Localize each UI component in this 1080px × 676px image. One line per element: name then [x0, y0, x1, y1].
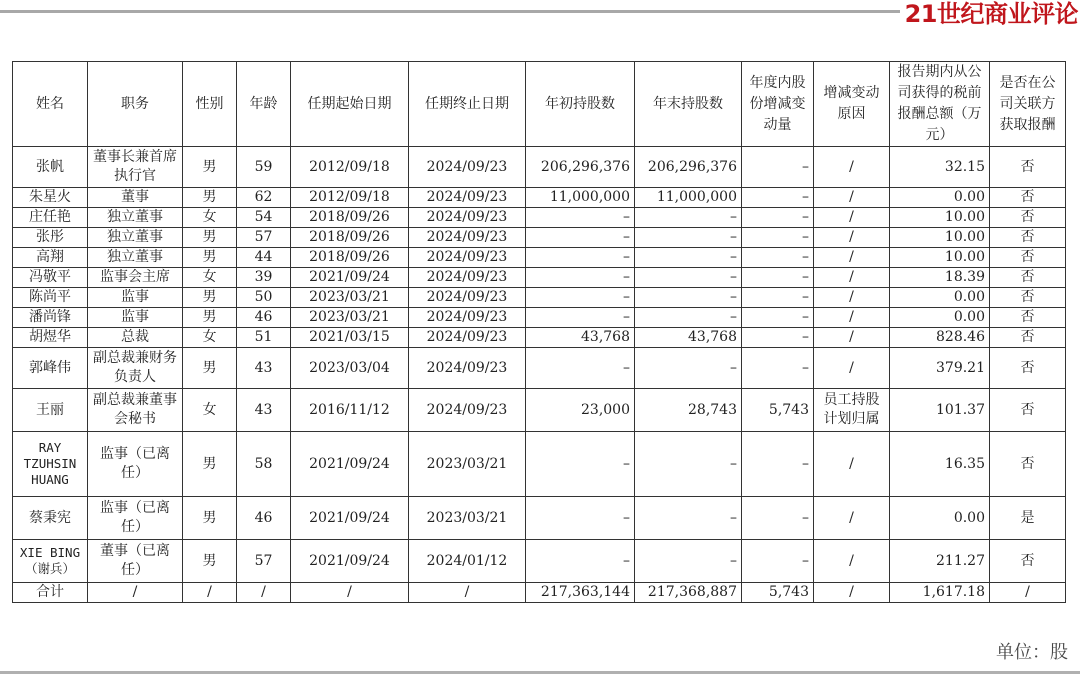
table-row: [13, 147, 1066, 188]
cell-begin-shares: –: [526, 497, 635, 540]
cell-change: –: [742, 432, 814, 497]
cell-title: 董事（已离任）: [88, 540, 183, 583]
header-cell: 年末持股数: [635, 62, 742, 147]
cell-related: 否: [990, 540, 1066, 583]
cell-title: 监事（已离任）: [88, 497, 183, 540]
cell-begin-shares: –: [526, 540, 635, 583]
cell-start: 2023/03/21: [291, 308, 409, 328]
cell-title: 监事会主席: [88, 268, 183, 288]
cell-begin-shares: –: [526, 248, 635, 268]
cell-name: 陈尚平: [13, 288, 88, 308]
cell-start: 2018/09/26: [291, 248, 409, 268]
cell-pay: 101.37: [890, 389, 990, 432]
cell-age: 43: [237, 389, 291, 432]
cell-name: 张彤: [13, 228, 88, 248]
cell-end-shares: –: [635, 208, 742, 228]
cell-end: 2024/01/12: [409, 540, 526, 583]
cell-related: 否: [990, 248, 1066, 268]
header-cell: 任期起始日期: [291, 62, 409, 147]
header-cell: 年度内股份增减变动量: [742, 62, 814, 147]
cell-reason: /: [814, 540, 890, 583]
cell-start: 2021/03/15: [291, 328, 409, 348]
cell-start: 2021/09/24: [291, 540, 409, 583]
cell-end-shares: 28,743: [635, 389, 742, 432]
cell-name: 冯敬平: [13, 268, 88, 288]
cell-gender: 男: [183, 540, 237, 583]
cell-change: 5,743: [742, 389, 814, 432]
cell-change: 5,743: [742, 583, 814, 603]
cell-gender: 男: [183, 348, 237, 389]
cell-name: 高翔: [13, 248, 88, 268]
cell-change: –: [742, 497, 814, 540]
cell-name: 庄任艳: [13, 208, 88, 228]
cell-begin-shares: 11,000,000: [526, 188, 635, 208]
cell-pay: 0.00: [890, 288, 990, 308]
cell-end-shares: 206,296,376: [635, 147, 742, 188]
cell-change: –: [742, 540, 814, 583]
cell-title: 副总裁兼董事会秘书: [88, 389, 183, 432]
cell-end: 2024/09/23: [409, 268, 526, 288]
cell-end-shares: –: [635, 268, 742, 288]
cell-age: 62: [237, 188, 291, 208]
cell-gender: 男: [183, 288, 237, 308]
header-cell: 性别: [183, 62, 237, 147]
brand-logo: 21世纪商业评论: [904, 0, 1078, 28]
header-cell: 任期终止日期: [409, 62, 526, 147]
table-row: [13, 497, 1066, 540]
cell-age: 46: [237, 497, 291, 540]
cell-change: –: [742, 328, 814, 348]
cell-begin-shares: –: [526, 228, 635, 248]
cell-reason: /: [814, 308, 890, 328]
table-row: [13, 328, 1066, 348]
cell-pay: 0.00: [890, 188, 990, 208]
cell-change: –: [742, 288, 814, 308]
cell-title: 监事（已离任）: [88, 432, 183, 497]
cell-related: 否: [990, 188, 1066, 208]
cell-end: 2024/09/23: [409, 248, 526, 268]
cell-pay: 18.39: [890, 268, 990, 288]
table-header-row: [13, 62, 1066, 147]
cell-start: 2018/09/26: [291, 208, 409, 228]
bottom-rule: [0, 671, 1080, 674]
cell-age: 57: [237, 540, 291, 583]
cell-name: 潘尚锋: [13, 308, 88, 328]
table-row: [13, 432, 1066, 497]
cell-related: 否: [990, 228, 1066, 248]
table-row: [13, 348, 1066, 389]
cell-gender: 男: [183, 228, 237, 248]
cell-pay: 828.46: [890, 328, 990, 348]
cell-related: 否: [990, 147, 1066, 188]
cell-begin-shares: 23,000: [526, 389, 635, 432]
cell-pay: 32.15: [890, 147, 990, 188]
cell-end-shares: –: [635, 288, 742, 308]
cell-start: 2016/11/12: [291, 389, 409, 432]
cell-reason: 员工持股计划归属: [814, 389, 890, 432]
cell-pay: 0.00: [890, 308, 990, 328]
cell-name: 王丽: [13, 389, 88, 432]
cell-end-shares: –: [635, 540, 742, 583]
cell-end-shares: 43,768: [635, 328, 742, 348]
cell-end-shares: 11,000,000: [635, 188, 742, 208]
cell-start: 2023/03/21: [291, 288, 409, 308]
cell-pay: 379.21: [890, 348, 990, 389]
table-row: [13, 208, 1066, 228]
cell-end-shares: –: [635, 432, 742, 497]
cell-pay: 0.00: [890, 497, 990, 540]
table-row: [13, 248, 1066, 268]
table-row: [13, 228, 1066, 248]
cell-change: –: [742, 228, 814, 248]
cell-age: 44: [237, 248, 291, 268]
cell-age: 46: [237, 308, 291, 328]
cell-start: 2018/09/26: [291, 228, 409, 248]
cell-reason: /: [814, 288, 890, 308]
cell-end: 2024/09/23: [409, 188, 526, 208]
cell-begin-shares: –: [526, 432, 635, 497]
cell-reason: /: [814, 147, 890, 188]
cell-name: XIE BING（谢兵）: [13, 540, 88, 583]
cell-change: –: [742, 208, 814, 228]
cell-start: 2023/03/04: [291, 348, 409, 389]
table-row: [13, 308, 1066, 328]
cell-age: 50: [237, 288, 291, 308]
cell-name: RAY TZUHSIN HUANG: [13, 432, 88, 497]
cell-begin-shares: 43,768: [526, 328, 635, 348]
cell-reason: /: [814, 188, 890, 208]
header-cell: 职务: [88, 62, 183, 147]
cell-title: /: [88, 583, 183, 603]
cell-name: 蔡秉宪: [13, 497, 88, 540]
header-cell: 是否在公司关联方获取报酬: [990, 62, 1066, 147]
cell-age: 39: [237, 268, 291, 288]
unit-note: 单位：股: [996, 642, 1068, 663]
table-row: [13, 268, 1066, 288]
cell-end-shares: –: [635, 348, 742, 389]
header-cell: 年龄: [237, 62, 291, 147]
cell-related: 是: [990, 497, 1066, 540]
cell-related: 否: [990, 432, 1066, 497]
cell-end: /: [409, 583, 526, 603]
cell-end: 2023/03/21: [409, 432, 526, 497]
cell-gender: 女: [183, 328, 237, 348]
cell-reason: /: [814, 268, 890, 288]
cell-end-shares: –: [635, 308, 742, 328]
cell-start: 2021/09/24: [291, 268, 409, 288]
cell-change: –: [742, 308, 814, 328]
cell-name: 胡煜华: [13, 328, 88, 348]
cell-gender: 男: [183, 497, 237, 540]
cell-reason: /: [814, 348, 890, 389]
cell-related: 否: [990, 389, 1066, 432]
cell-start: 2021/09/24: [291, 497, 409, 540]
cell-change: –: [742, 147, 814, 188]
cell-related: 否: [990, 208, 1066, 228]
cell-reason: /: [814, 432, 890, 497]
cell-title: 独立董事: [88, 248, 183, 268]
header-cell: 姓名: [13, 62, 88, 147]
cell-change: –: [742, 248, 814, 268]
cell-gender: 男: [183, 188, 237, 208]
table-total-row: [13, 583, 1066, 603]
cell-begin-shares: 217,363,144: [526, 583, 635, 603]
cell-gender: /: [183, 583, 237, 603]
cell-title: 监事: [88, 288, 183, 308]
cell-related: 否: [990, 348, 1066, 389]
cell-pay: 10.00: [890, 228, 990, 248]
cell-end-shares: –: [635, 228, 742, 248]
cell-end-shares: –: [635, 248, 742, 268]
cell-reason: /: [814, 497, 890, 540]
cell-change: –: [742, 348, 814, 389]
cell-begin-shares: –: [526, 288, 635, 308]
cell-end: 2024/09/23: [409, 228, 526, 248]
header-cell: 报告期内从公司获得的税前报酬总额（万元）: [890, 62, 990, 147]
cell-age: 59: [237, 147, 291, 188]
cell-begin-shares: –: [526, 308, 635, 328]
cell-name: 合计: [13, 583, 88, 603]
cell-name: 郭峰伟: [13, 348, 88, 389]
cell-title: 董事长兼首席执行官: [88, 147, 183, 188]
cell-age: 58: [237, 432, 291, 497]
cell-gender: 女: [183, 268, 237, 288]
cell-age: 54: [237, 208, 291, 228]
cell-age: 51: [237, 328, 291, 348]
table-row: [13, 389, 1066, 432]
cell-change: –: [742, 268, 814, 288]
cell-end: 2024/09/23: [409, 208, 526, 228]
cell-related: 否: [990, 268, 1066, 288]
cell-gender: 女: [183, 208, 237, 228]
cell-related: 否: [990, 308, 1066, 328]
cell-related: 否: [990, 328, 1066, 348]
cell-reason: /: [814, 228, 890, 248]
cell-start: /: [291, 583, 409, 603]
cell-start: 2012/09/18: [291, 147, 409, 188]
cell-begin-shares: 206,296,376: [526, 147, 635, 188]
cell-reason: /: [814, 328, 890, 348]
cell-end-shares: –: [635, 497, 742, 540]
cell-end: 2024/09/23: [409, 288, 526, 308]
cell-reason: /: [814, 208, 890, 228]
cell-title: 监事: [88, 308, 183, 328]
cell-title: 董事: [88, 188, 183, 208]
cell-name: 张帆: [13, 147, 88, 188]
cell-begin-shares: –: [526, 208, 635, 228]
shareholding-table: [12, 61, 1066, 603]
cell-related: /: [990, 583, 1066, 603]
cell-begin-shares: –: [526, 348, 635, 389]
cell-pay: 1,617.18: [890, 583, 990, 603]
cell-reason: /: [814, 583, 890, 603]
cell-start: 2012/09/18: [291, 188, 409, 208]
cell-pay: 16.35: [890, 432, 990, 497]
cell-name: 朱星火: [13, 188, 88, 208]
cell-pay: 10.00: [890, 208, 990, 228]
cell-end: 2024/09/23: [409, 348, 526, 389]
cell-gender: 男: [183, 308, 237, 328]
cell-title: 副总裁兼财务负责人: [88, 348, 183, 389]
cell-gender: 男: [183, 147, 237, 188]
cell-end-shares: 217,368,887: [635, 583, 742, 603]
table-row: [13, 188, 1066, 208]
cell-gender: 男: [183, 248, 237, 268]
cell-end: 2023/03/21: [409, 497, 526, 540]
cell-change: –: [742, 188, 814, 208]
cell-start: 2021/09/24: [291, 432, 409, 497]
header-cell: 年初持股数: [526, 62, 635, 147]
cell-related: 否: [990, 288, 1066, 308]
cell-end: 2024/09/23: [409, 389, 526, 432]
cell-pay: 211.27: [890, 540, 990, 583]
cell-begin-shares: –: [526, 268, 635, 288]
table-row: [13, 288, 1066, 308]
cell-pay: 10.00: [890, 248, 990, 268]
cell-end: 2024/09/23: [409, 328, 526, 348]
cell-age: /: [237, 583, 291, 603]
cell-gender: 女: [183, 389, 237, 432]
cell-title: 独立董事: [88, 228, 183, 248]
cell-age: 57: [237, 228, 291, 248]
top-rule: [0, 10, 900, 13]
cell-title: 独立董事: [88, 208, 183, 228]
cell-age: 43: [237, 348, 291, 389]
cell-end: 2024/09/23: [409, 308, 526, 328]
cell-title: 总裁: [88, 328, 183, 348]
cell-gender: 男: [183, 432, 237, 497]
header-cell: 增减变动原因: [814, 62, 890, 147]
cell-end: 2024/09/23: [409, 147, 526, 188]
table-row: [13, 540, 1066, 583]
cell-reason: /: [814, 248, 890, 268]
